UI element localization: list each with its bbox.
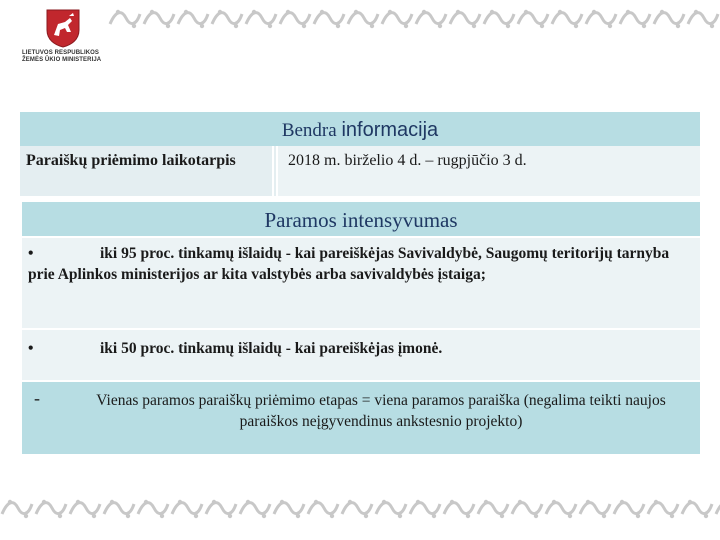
- ornament-pattern-icon: [0, 494, 720, 522]
- logo-line-1: LIETUVOS RESPUBLIKOS: [22, 50, 100, 56]
- bottom-ornament: [0, 494, 720, 522]
- logo-line-2: ŽEMĖS ŪKIO MINISTERIJA: [22, 57, 102, 63]
- general-info-header: [20, 112, 700, 146]
- general-info-title-part2: informacija: [341, 119, 439, 141]
- single-application-note: [22, 380, 700, 454]
- support-intensity-header: Paramos intensyvumas: [22, 202, 700, 236]
- ornament-pattern-icon: [108, 4, 720, 32]
- ministry-logo: [22, 8, 104, 70]
- top-ornament: [108, 4, 720, 32]
- bullet-item-95: [22, 236, 700, 328]
- note-marker: -: [34, 388, 40, 408]
- bullet-text-95: iki 95 proc. tinkamų išlaidų - kai pareiškėjas Savivaldybė, Saugomų teritorijų tarnyba prie Aplinkos ministerijos ar kita valstybės arba savivaldybės įstaiga;: [28, 245, 670, 283]
- application-period-label: Paraiškų priėmimo laikotarpis: [20, 146, 274, 196]
- coat-of-arms-icon: [45, 8, 81, 48]
- note-text: Vienas paramos paraiškų priėmimo etapas = viena paramos paraiška (negalima teikti naujos paraiškos neįgyvendinus ankstesnio projekto): [96, 392, 666, 430]
- application-period-row: [20, 146, 700, 196]
- bullet-item-50: [22, 328, 700, 380]
- bullet-marker: •: [28, 245, 34, 262]
- general-info-title-part1: Bendra: [281, 120, 342, 141]
- bullet-marker: •: [28, 340, 34, 357]
- application-period-value: 2018 m. birželio 4 d. – rugpjūčio 3 d.: [276, 146, 700, 196]
- bullet-text-50: iki 50 proc. tinkamų išlaidų - kai pareiškėjas įmonė.: [100, 340, 443, 357]
